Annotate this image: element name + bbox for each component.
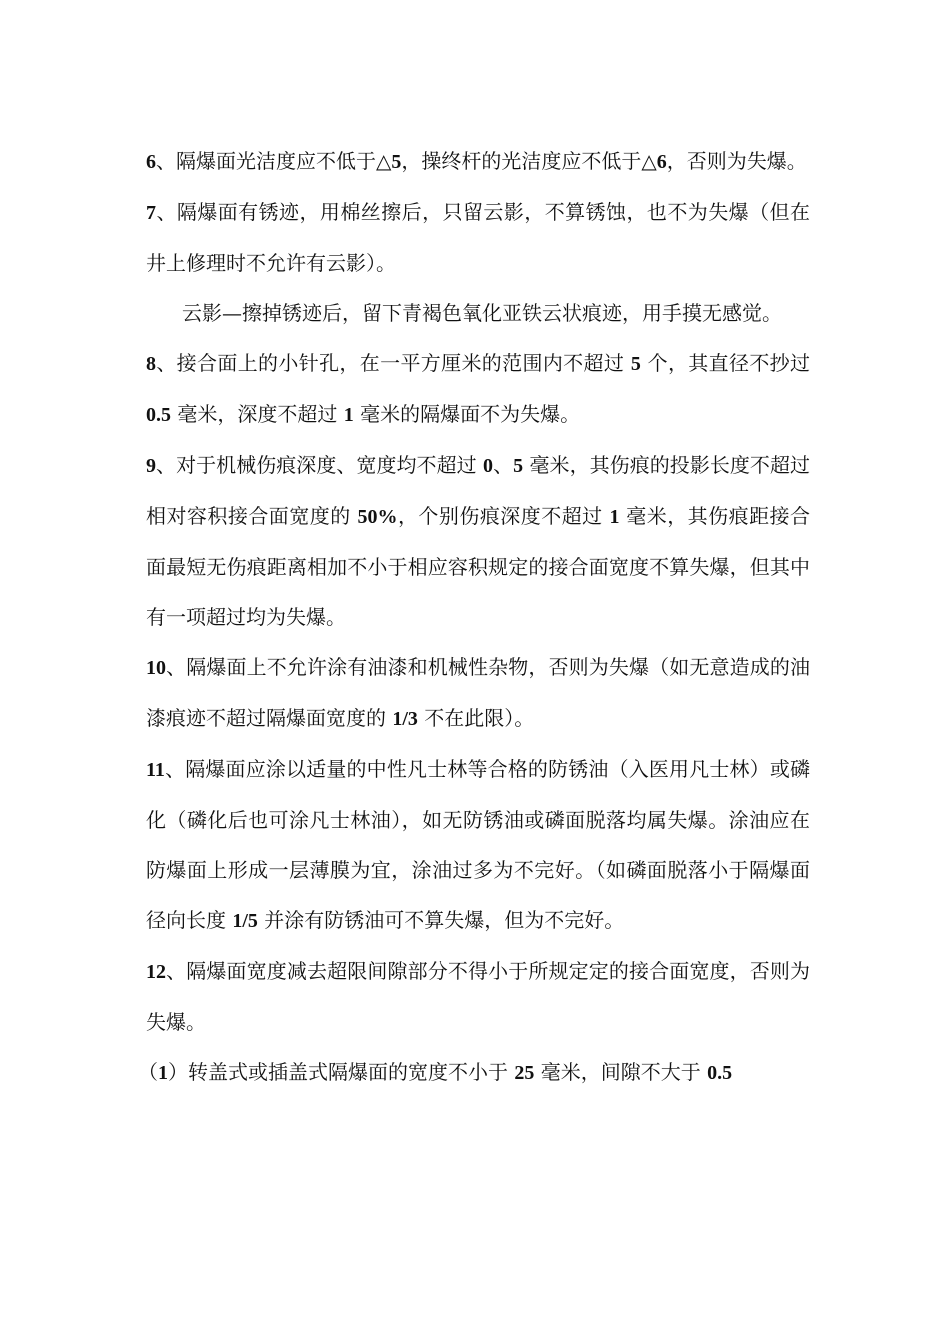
paragraph-item-8 — [146, 338, 810, 440]
document-body — [138, 136, 811, 1098]
value-text: 5 — [391, 151, 402, 173]
item-number: 11 — [146, 759, 165, 781]
paragraph-item-12-sub-1 — [138, 1047, 810, 1098]
paragraph-text: 、接合面上的小针孔，在一平方厘米的范围内不超过 — [156, 351, 631, 375]
item-number: 8 — [146, 353, 156, 375]
item-number: 6 — [146, 151, 156, 173]
paragraph-text: 毫米的隔爆面不为失爆。 — [353, 402, 581, 426]
paragraph-text: 、 — [493, 453, 514, 477]
paragraph-item-7 — [146, 187, 810, 288]
paragraph-text: 云影—擦掉锈迹后，留下青褐色氧化亚铁云状痕迹，用手摸无感觉。 — [182, 301, 782, 325]
value-text: 0.5 — [707, 1062, 733, 1084]
item-number: 1 — [158, 1062, 168, 1084]
paragraph-text: 个，其直径不抄过 — [640, 351, 810, 375]
paragraph-item-6 — [146, 136, 810, 187]
paragraph-text: 、对于机械伤痕深度、宽度均不超过 — [156, 453, 484, 477]
paragraph-text: 、隔爆面应涂以适量的中性凡士林等合格的防锈油（入医用凡士林）或磷化（磷化后也可涂凡士林油），如无防锈油或磷面脱落均属失爆。涂油应在防爆面上形成一层薄膜为宜，涂油过多为不完好。（如磷面脱落小于隔爆面径向长度 — [146, 757, 810, 932]
item-number: 7 — [146, 202, 156, 224]
paragraph-text: 毫米，深度不超过 — [171, 402, 344, 426]
value-text: 0.5 — [146, 404, 171, 426]
paragraph-text: ）转盖式或插盖式隔爆面的宽度不小于 — [168, 1060, 515, 1084]
paragraph-text: 不在此限）。 — [417, 706, 535, 730]
value-text: 25 — [514, 1062, 535, 1084]
paragraph-text: 毫米，间隙不大于 — [534, 1060, 708, 1084]
paragraph-note-cloud-shadow — [146, 288, 810, 338]
paragraph-text: ，否则为失爆。 — [666, 149, 807, 173]
paragraph-text: ，操终杆的光洁度应不低于△ — [401, 149, 657, 173]
value-text: 6 — [656, 151, 667, 173]
paragraph-text: ，个别伤痕深度不超过 — [397, 504, 610, 528]
paragraph-text: 、隔爆面有锈迹，用棉丝擦后，只留云影，不算锈蚀，也不为失爆（但在井上修理时不允许有云影）。 — [146, 200, 810, 275]
value-text: 0 — [483, 455, 494, 477]
value-text: 5 — [513, 455, 524, 477]
paragraph-text: 、隔爆面宽度减去超限间隙部分不得小于所规定定的接合面宽度，否则为失爆。 — [146, 959, 810, 1034]
paragraph-text: 并涂有防锈油可不算失爆，但为不完好。 — [257, 908, 625, 932]
value-text: 50% — [357, 506, 398, 528]
value-text: 5 — [630, 353, 641, 375]
paragraph-item-10 — [146, 642, 810, 744]
item-number: 10 — [146, 657, 166, 679]
item-number: 9 — [146, 455, 156, 477]
paragraph-text: 毫米，其伤痕距接合面最短无伤痕距离相加不小于相应容积规定的接合面宽度不算失爆，但其中有一项超过均为失爆。 — [146, 504, 811, 629]
item-number: 12 — [146, 961, 166, 983]
paragraph-item-11 — [146, 744, 810, 946]
paragraph-text: （ — [138, 1060, 158, 1084]
paragraph-text: 、隔爆面上不允许涂有油漆和机械性杂物，否则为失爆（如无意造成的油漆痕迹不超过隔爆面宽度的 — [146, 655, 810, 730]
paragraph-item-12 — [146, 946, 810, 1047]
paragraph-item-9 — [146, 440, 810, 642]
value-text: 1/5 — [232, 910, 258, 932]
paragraph-text: 毫米，其伤痕的投影长度不超过相对容积接合面宽度的 — [146, 453, 811, 528]
value-text: 1 — [609, 506, 620, 528]
value-text: 1 — [343, 404, 354, 426]
paragraph-text: 、隔爆面光洁度应不低于△ — [156, 149, 392, 173]
value-text: 1/3 — [392, 708, 418, 730]
